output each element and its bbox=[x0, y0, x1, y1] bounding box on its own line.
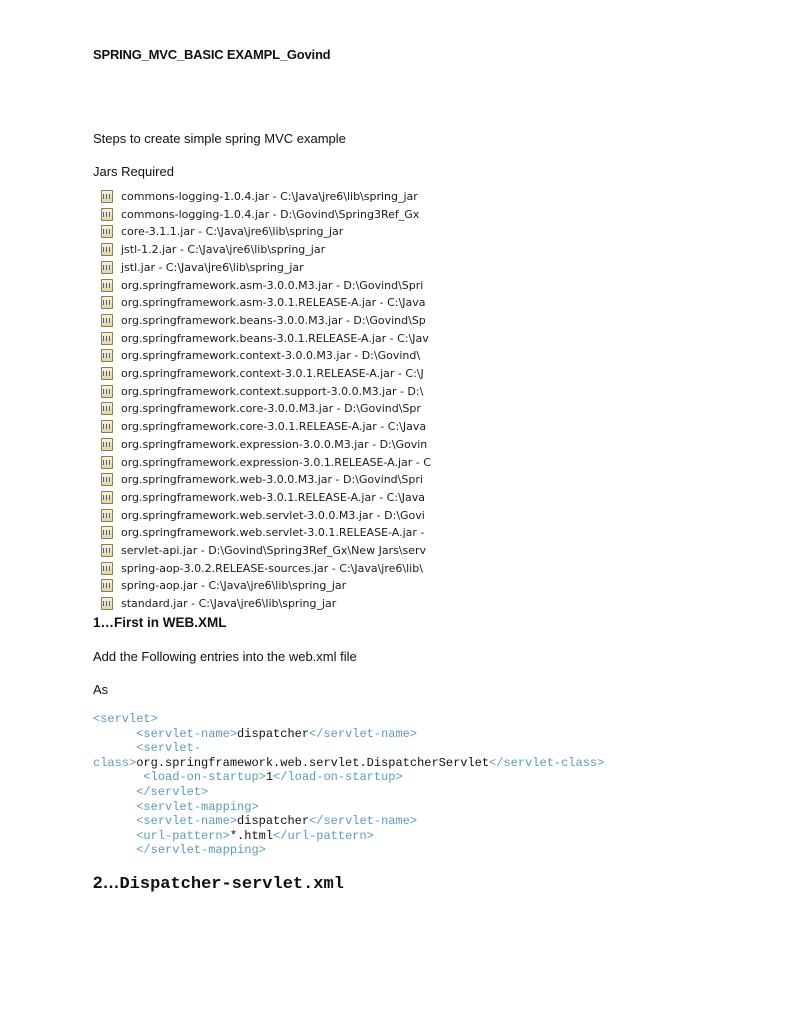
jar-name: org.springframework.web.servlet-3.0.1.RELEASE-A.jar - bbox=[121, 526, 425, 540]
jar-list-item bbox=[96, 454, 496, 471]
jar-file-icon bbox=[101, 597, 113, 610]
section-2-filename: Dispatcher-servlet.xml bbox=[119, 875, 344, 894]
jar-name: core-3.1.1.jar - C:\Java\jre6\lib\spring_jar bbox=[121, 225, 344, 239]
jar-list-item bbox=[96, 330, 496, 347]
jar-name: spring-aop.jar - C:\Java\jre6\lib\spring_jar bbox=[121, 579, 347, 593]
jar-file-icon bbox=[101, 491, 113, 504]
jar-file-icon bbox=[101, 385, 113, 398]
jar-file-icon bbox=[101, 579, 113, 592]
jar-list-item bbox=[96, 418, 496, 435]
jar-file-icon bbox=[101, 208, 113, 221]
jar-name: org.springframework.context-3.0.1.RELEASE-A.jar - C:\J bbox=[121, 367, 424, 380]
jar-file-icon bbox=[101, 420, 113, 433]
document-title: SPRING_MVC_BASIC EXAMPL_Govind bbox=[93, 47, 331, 62]
jar-name: org.springframework.asm-3.0.0.M3.jar - D:\Govind\Spri bbox=[121, 278, 424, 292]
jar-list-item bbox=[96, 223, 496, 240]
section-1-heading: 1…First in WEB.XML bbox=[93, 615, 227, 630]
code-tag: </servlet-name> bbox=[309, 726, 418, 741]
jar-list-item bbox=[96, 489, 496, 506]
code-tag: class> bbox=[93, 755, 137, 770]
code-tag: </url-pattern> bbox=[273, 828, 374, 843]
code-tag: </servlet-class> bbox=[489, 755, 605, 770]
code-tag: <load-on-startup> bbox=[143, 770, 266, 785]
code-text: 1 bbox=[265, 770, 274, 785]
jar-name: org.springframework.asm-3.0.1.RELEASE-A.jar - C:\Java bbox=[121, 296, 426, 310]
jar-name: commons-logging-1.0.4.jar - C:\Java\jre6\lib\spring_jar bbox=[121, 190, 418, 203]
jar-list-item bbox=[96, 259, 496, 276]
jar-file-icon bbox=[101, 349, 113, 362]
jar-file-icon bbox=[101, 402, 113, 415]
jar-list-item bbox=[96, 507, 496, 524]
jar-name: jstl.jar - C:\Java\jre6\lib\spring_jar bbox=[121, 260, 304, 274]
jar-list-item bbox=[96, 347, 496, 364]
jar-file-icon bbox=[101, 526, 113, 539]
jar-file-icon bbox=[101, 190, 113, 203]
jar-name: org.springframework.beans-3.0.0.M3.jar - D:\Govind\Sp bbox=[121, 313, 426, 327]
jar-file-icon bbox=[101, 438, 113, 451]
jar-file-icon bbox=[101, 296, 113, 309]
code-tag: <servlet-name> bbox=[136, 726, 238, 741]
jar-name: org.springframework.expression-3.0.0.M3.jar - D:\Govin bbox=[121, 437, 428, 451]
jar-list-item bbox=[96, 312, 496, 329]
jar-list-item bbox=[96, 524, 496, 541]
jar-list-item bbox=[96, 241, 496, 258]
as-label: As bbox=[93, 682, 109, 697]
jar-list-item bbox=[96, 542, 496, 559]
jar-name: org.springframework.web.servlet-3.0.0.M3.jar - D:\Govi bbox=[121, 508, 425, 522]
jar-file-icon bbox=[101, 473, 113, 486]
jar-name: jstl-1.2.jar - C:\Java\jre6\lib\spring_jar bbox=[121, 243, 326, 257]
jar-file-icon bbox=[101, 225, 113, 238]
code-tag: </servlet-mapping> bbox=[136, 843, 266, 858]
jar-name: servlet-api.jar - D:\Govind\Spring3Ref_Gx\New Jars\serv bbox=[121, 544, 427, 557]
jar-file-icon bbox=[101, 509, 113, 522]
jar-name: org.springframework.core-3.0.1.RELEASE-A.jar - C:\Java bbox=[121, 420, 427, 434]
jar-file-icon bbox=[101, 243, 113, 256]
jar-list-item bbox=[96, 400, 496, 417]
section-2-number: 2… bbox=[93, 873, 120, 892]
jar-file-icon bbox=[101, 332, 113, 345]
jar-name: org.springframework.web-3.0.0.M3.jar - D:\Govind\Spri bbox=[121, 473, 423, 487]
code-text: dispatcher bbox=[237, 814, 310, 829]
jar-name: standard.jar - C:\Java\jre6\lib\spring_jar bbox=[121, 597, 337, 611]
jar-list-item bbox=[96, 294, 496, 311]
jar-file-icon bbox=[101, 367, 113, 380]
jar-file-icon bbox=[101, 314, 113, 327]
jar-list-item bbox=[96, 560, 496, 577]
intro-text: Steps to create simple spring MVC example bbox=[93, 131, 346, 146]
web-xml-code bbox=[93, 712, 604, 858]
jar-name: org.springframework.context.support-3.0.0.M3.jar - D:\ bbox=[121, 384, 424, 398]
code-tag: </servlet> bbox=[136, 784, 209, 799]
jar-name: org.springframework.expression-3.0.1.RELEASE-A.jar - C bbox=[121, 455, 431, 469]
jar-name: org.springframework.core-3.0.0.M3.jar - D:\Govind\Spr bbox=[121, 402, 421, 416]
code-tag: <servlet> bbox=[93, 712, 158, 726]
jar-list-item bbox=[96, 206, 496, 223]
code-text: *.html bbox=[229, 828, 274, 843]
jar-list-item bbox=[96, 577, 496, 594]
code-text: org.springframework.web.servlet.DispatcherServlet bbox=[136, 755, 490, 770]
jar-file-icon bbox=[101, 562, 113, 575]
code-tag: </servlet-name> bbox=[309, 814, 418, 829]
jar-file-icon bbox=[101, 456, 113, 469]
jar-file-icon bbox=[101, 279, 113, 292]
jar-list-screenshot bbox=[96, 190, 431, 611]
code-tag: </load-on-startup> bbox=[273, 770, 403, 785]
code-tag: <servlet-mapping> bbox=[136, 799, 259, 814]
jar-file-icon bbox=[101, 544, 113, 557]
jar-name: org.springframework.context-3.0.0.M3.jar - D:\Govind\ bbox=[121, 349, 421, 363]
jar-list-item bbox=[96, 383, 496, 400]
jar-file-icon bbox=[101, 261, 113, 274]
jar-name: spring-aop-3.0.2.RELEASE-sources.jar - C:\Java\jre6\lib\ bbox=[121, 561, 423, 575]
jar-list-item bbox=[96, 188, 496, 205]
jar-list-item bbox=[96, 365, 496, 382]
jar-name: org.springframework.web-3.0.1.RELEASE-A.jar - C:\Java bbox=[121, 490, 426, 504]
jar-list-item bbox=[96, 277, 496, 294]
code-text: dispatcher bbox=[237, 726, 310, 741]
code-tag: <url-pattern> bbox=[136, 828, 230, 843]
code-tag: <servlet-name> bbox=[136, 814, 238, 829]
jar-list-item bbox=[96, 471, 496, 488]
jar-name: org.springframework.beans-3.0.1.RELEASE-A.jar - C:\Jav bbox=[121, 331, 429, 345]
jars-heading: Jars Required bbox=[93, 164, 174, 179]
jar-list-item bbox=[96, 595, 496, 612]
jar-name: commons-logging-1.0.4.jar - D:\Govind\Spring3Ref_Gx bbox=[121, 207, 420, 221]
jar-list-item bbox=[96, 436, 496, 453]
section-2-heading bbox=[93, 873, 344, 894]
section-1-text: Add the Following entries into the web.xml file bbox=[93, 649, 357, 664]
code-tag: <servlet- bbox=[136, 741, 202, 756]
